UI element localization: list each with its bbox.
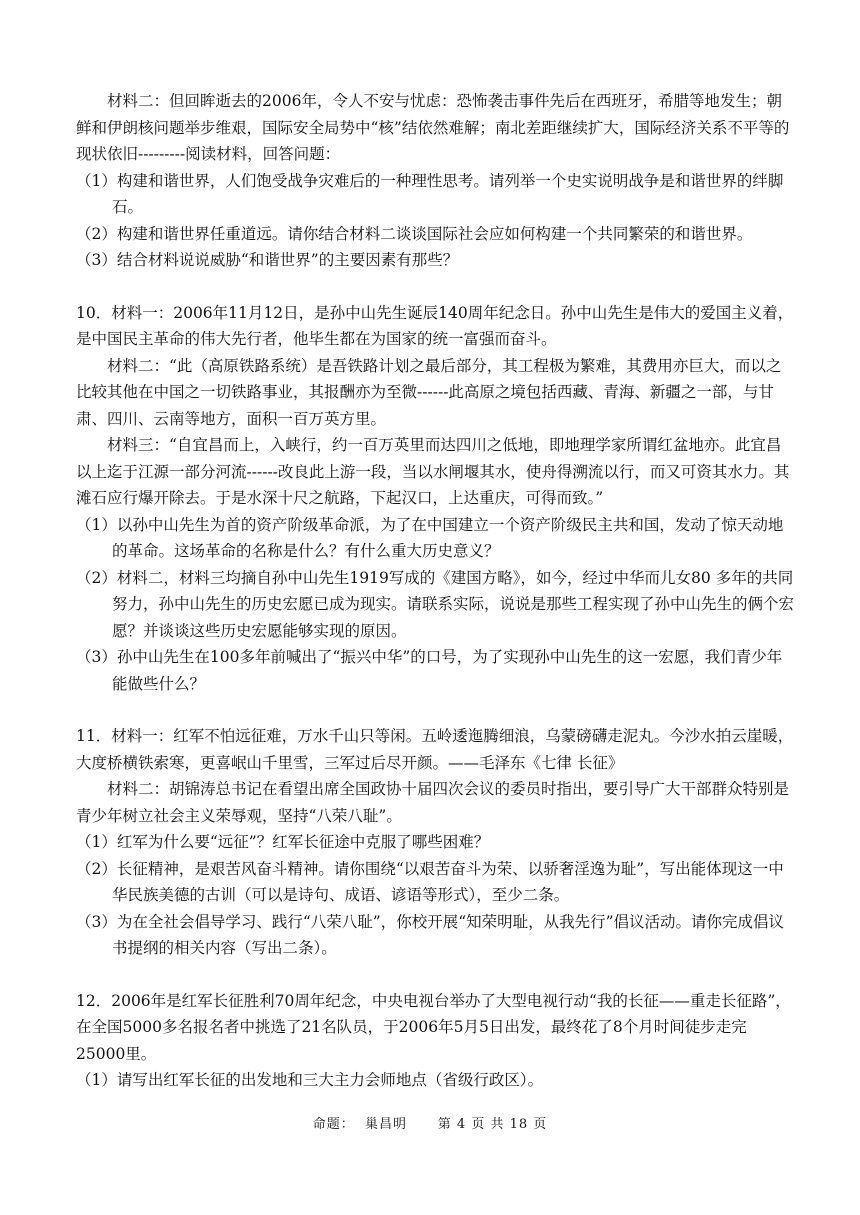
spacer xyxy=(76,962,794,988)
q9-material-2: 材料二：但回眸逝去的2006年，令人不安与忧虑：恐怖袭击事件先后在西班牙，希腊等地发生；朝鲜和伊朗核问题举步维艰，国际安全局势中“核”结依然难解；南北差距继续扩大，国际经济关系不平等的现状依旧---------阅读材料，回答问题： xyxy=(76,92,790,163)
q11-sub-2: （2）长征精神，是艰苦风奋斗精神。请你围绕“以艰苦奋斗为荣、以骄奢淫逸为耻”，写出能体现这一中华民族美德的古训（可以是诗句、成语、谚语等形式），至少二条。 xyxy=(76,859,784,904)
q11-material-2: 材料二：胡锦涛总书记在看望出席全国政协十届四次会议的委员时指出，要引导广大干部群众特别是青少年树立社会主义荣辱观，坚持“八荣八耻”。 xyxy=(76,780,790,825)
q10-sub-3: （3）孙中山先生在100多年前喊出了“振兴中华”的口号，为了实现孙中山先生的这一宏愿，我们青少年能做些什么？ xyxy=(76,648,783,693)
q12-sub-1: （1）请写出红军长征的出发地和三大主力会师地点（省级行政区）。 xyxy=(76,1071,544,1089)
spacer xyxy=(76,697,794,723)
spacer xyxy=(76,274,794,300)
q11-material-1: 11．材料一：红军不怕远征难，万水千山只等闲。五岭逶迤腾细浪，乌蒙磅礴走泥丸。今沙水拍云崖暖，大度桥横铁索寒，更喜岷山千里雪，三军过后尽开颜。——毛泽东《七律 长征》 xyxy=(76,727,794,772)
page-content xyxy=(76,88,794,1094)
q12-stem: 12．2006年是红军长征胜利70周年纪念，中央电视台举办了大型电视行动“我的长征——重走长征路”，在全国5000多名报名者中挑选了21名队员，于2006年5月5日出发，最终花了8个月时间徒步走完25000里。 xyxy=(76,991,791,1063)
q10-material-3: 材料三：“自宜昌而上，入峡行，约一百万英里而达四川之低地，即地理学家所谓红盆地亦。此宜昌以上迄于江源一部分河流------改良此上游一段，当以水闸堰其水，使舟得溯流以行，而又可资其水力。其滩石应行爆开除去。于是水深十尺之航路，下起汉口，上达重庆，可得而致。” xyxy=(76,436,790,507)
q10-material-1: 10．材料一：2006年11月12日，是孙中山先生诞辰140周年纪念日。孙中山先生是伟大的爱国主义着，是中国民主革命的伟大先行者，他毕生都在为国家的统一富强而奋斗。 xyxy=(76,303,794,348)
footer-author: 命题： 巢昌明 xyxy=(312,1117,407,1132)
q9-sub-2: （2）构建和谐世界任重道远。请你结合材料二谈谈国际社会应如何构建一个共同繁荣的和谐世界。 xyxy=(76,224,753,243)
q10-sub-2: （2）材料二，材料三均摘自孙中山先生1919写成的《建国方略》，如今，经过中华而儿女80 多年的共同努力，孙中山先生的历史宏愿已成为现实。请联系实际，说说是那些工程实现了孙中山先生的俩个宏愿？并谈谈这些历史宏愿能够实现的原因。 xyxy=(76,568,795,640)
q10-material-2: 材料二：“此（高原铁路系统）是吾铁路计划之最后部分，其工程极为繁难，其费用亦巨大，而以之比较其他在中国之一切铁路事业，其报酬亦为至微------此高原之境包括西藏、青海、新疆之一部，与甘肃、四川、云南等地方，面积一百万英方里。 xyxy=(76,356,782,428)
page-footer xyxy=(0,1113,860,1132)
footer-page-number: 第 4 页 共 18 页 xyxy=(437,1117,548,1132)
q9-sub-3: （3）结合材料说说威胁“和谐世界”的主要因素有那些？ xyxy=(76,251,459,269)
q10-sub-1: （1）以孙中山先生为首的资产阶级革命派，为了在中国建立一个资产阶级民主共和国，发动了惊天动地的革命。这场革命的名称是什么？有什么重大历史意义？ xyxy=(76,515,784,560)
q11-sub-1: （1）红军为什么要“远征”？红军长征途中克服了哪些困难？ xyxy=(76,833,490,851)
q9-sub-1: （1）构建和谐世界，人们饱受战争灾难后的一种理性思考。请列举一个史实说明战争是和谐世界的绊脚石。 xyxy=(76,171,784,216)
q11-sub-3: （3）为在全社会倡导学习、践行“八荣八耻”，你校开展“知荣明耻，从我先行”倡议活动。请你完成倡议书提纲的相关内容（写出二条）。 xyxy=(76,912,785,957)
